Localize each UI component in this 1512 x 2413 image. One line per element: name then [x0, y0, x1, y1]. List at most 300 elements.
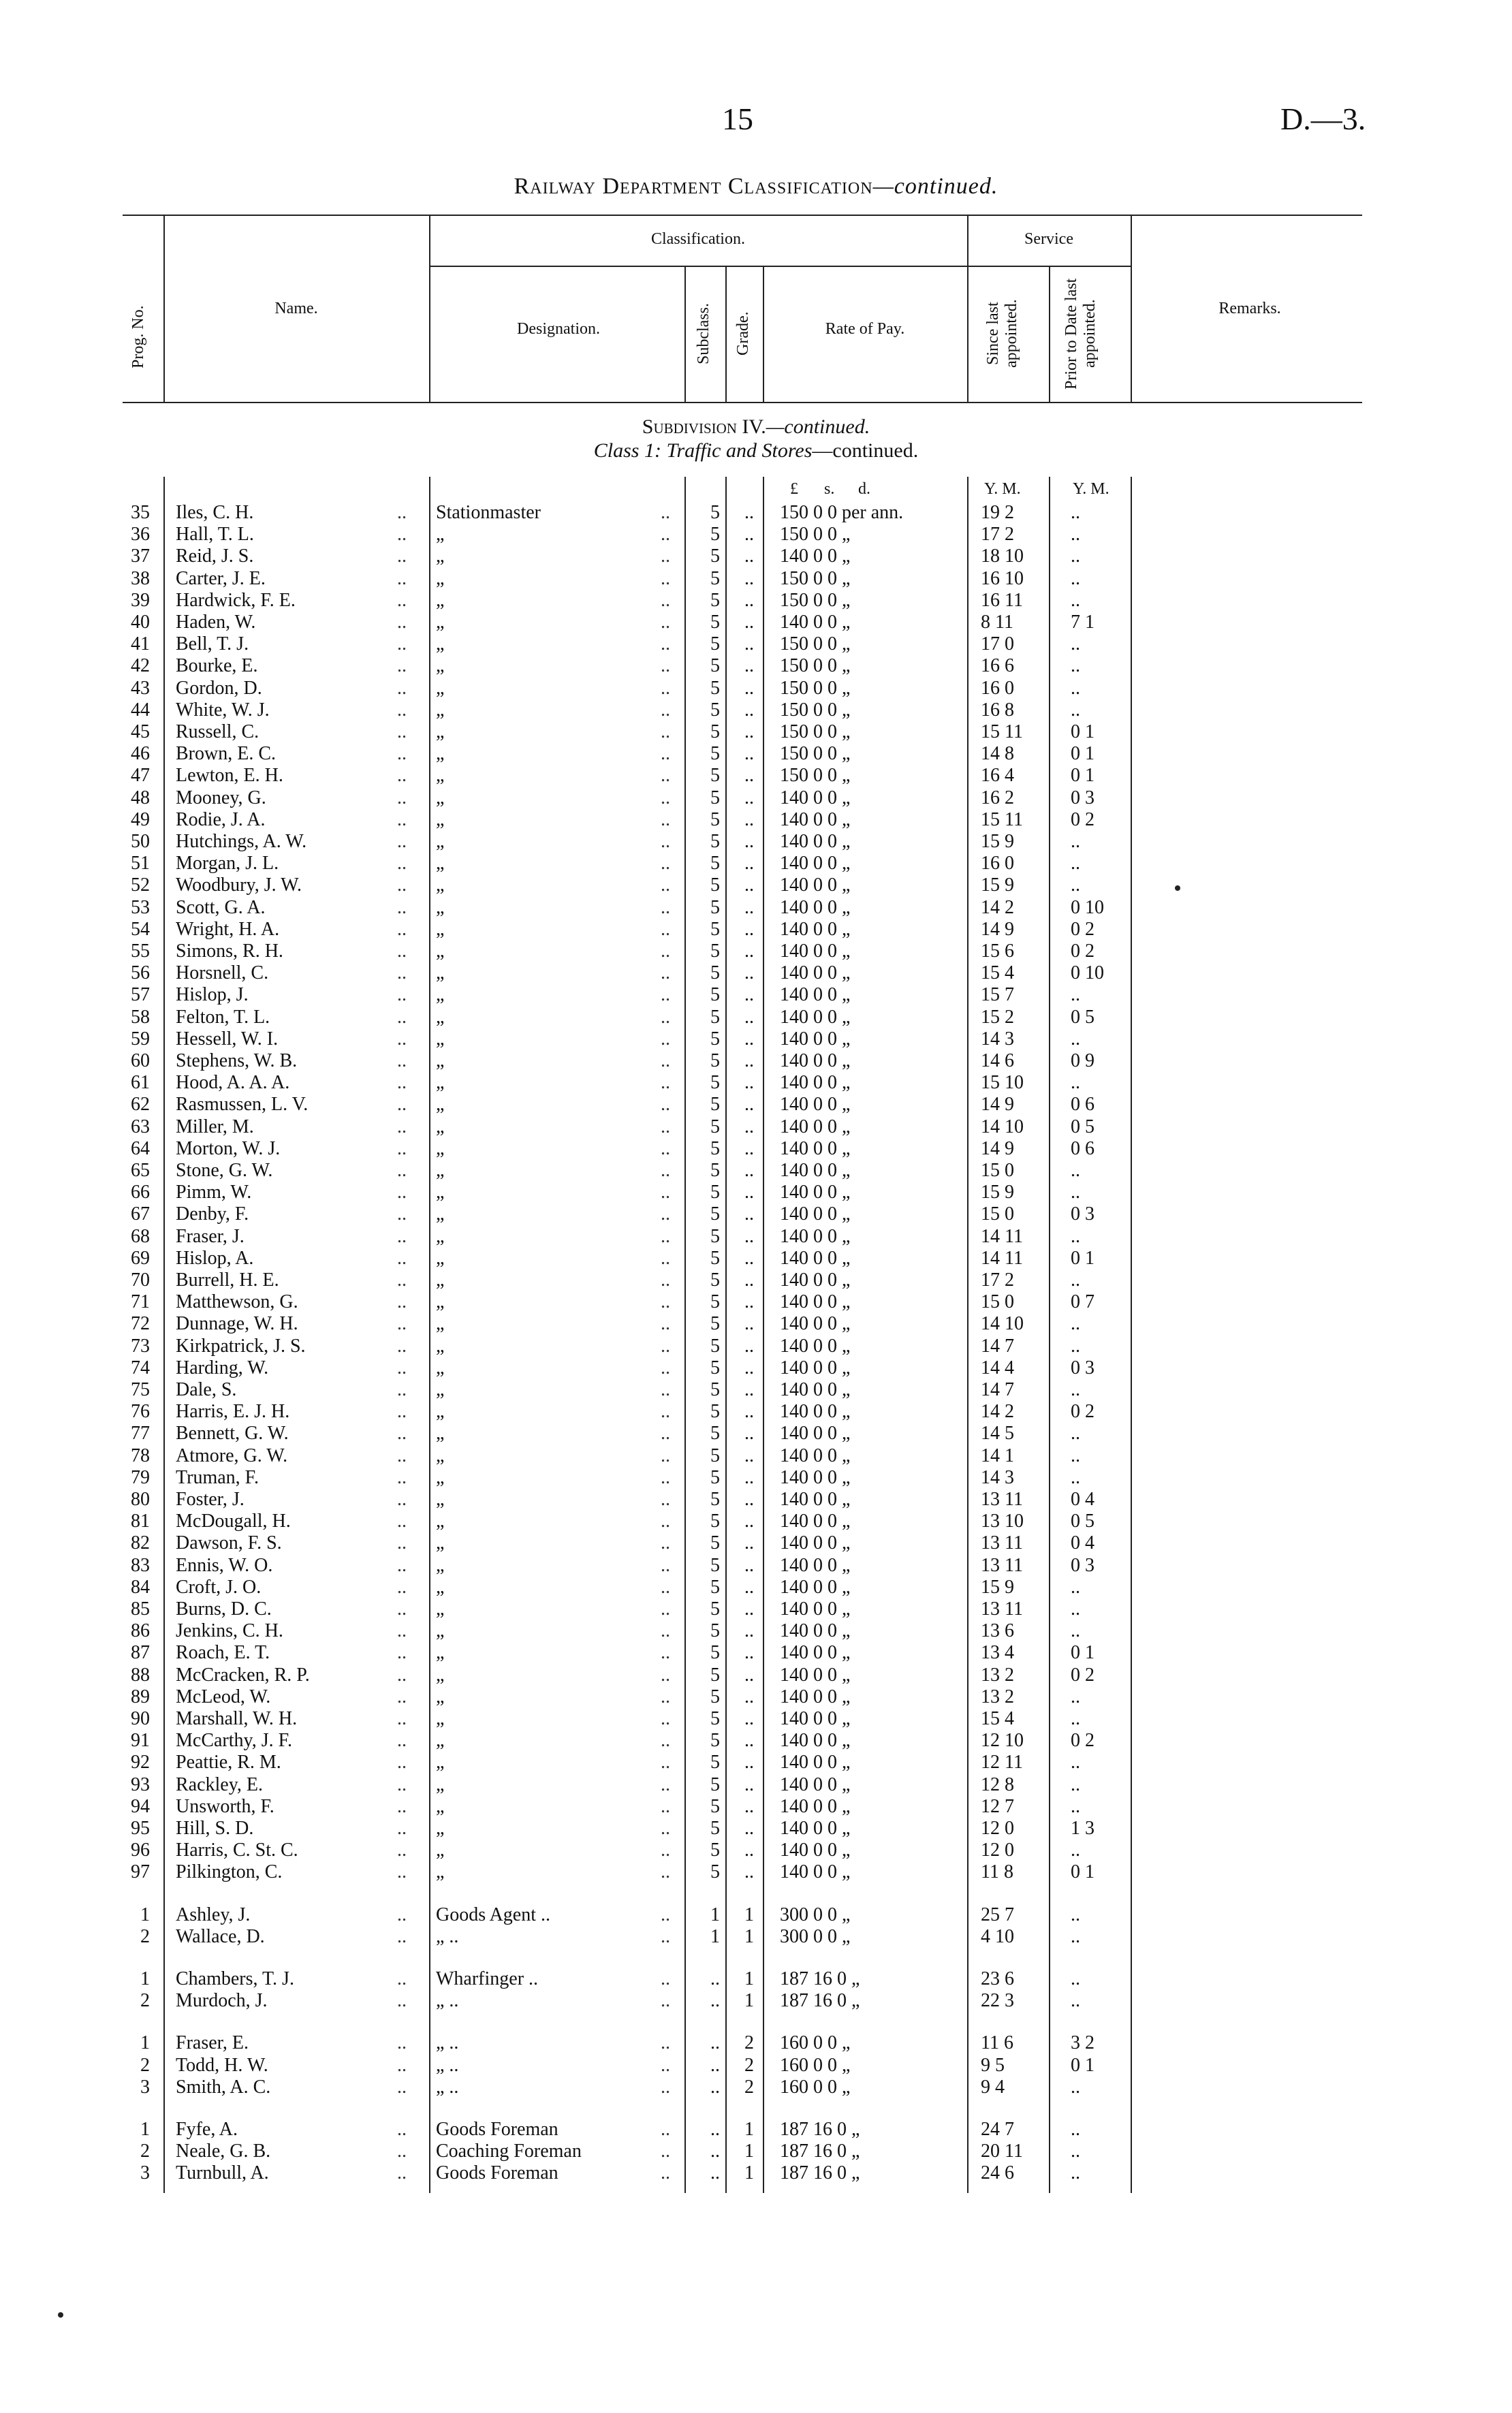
- designation: „: [436, 1313, 445, 1335]
- employee-name: Morgan, J. L.: [176, 853, 279, 874]
- leader-dots: ..: [661, 612, 670, 633]
- rate-of-pay: 140 0 0 „: [780, 1006, 851, 1028]
- table-row: [0, 1577, 1512, 1598]
- employee-name: McCracken, R. P.: [176, 1664, 310, 1686]
- designation: „: [436, 1642, 445, 1664]
- table-row: [0, 1774, 1512, 1796]
- employee-name: McCarthy, J. F.: [176, 1730, 292, 1752]
- grade: ..: [744, 896, 754, 918]
- grade: ..: [744, 1357, 754, 1378]
- grade: ..: [744, 1072, 754, 1094]
- table-row: [0, 962, 1512, 984]
- rate-of-pay: 187 16 0 „: [780, 2119, 860, 2140]
- designation: „: [436, 1137, 445, 1159]
- leader-dots: ..: [397, 633, 407, 655]
- table-row: [0, 1620, 1512, 1642]
- service-prior: 0 1: [1071, 1247, 1094, 1269]
- prog-no: 75: [131, 1379, 150, 1400]
- col-rule-1: [163, 215, 165, 402]
- leader-dots: ..: [397, 1990, 407, 2012]
- leader-dots: ..: [661, 589, 670, 611]
- stray-mark: [1175, 885, 1180, 891]
- service-prior: ..: [1071, 1225, 1080, 1247]
- rate-of-pay: 140 0 0 „: [780, 1861, 851, 1883]
- rate-of-pay: 140 0 0 „: [780, 1708, 851, 1729]
- designation: „: [436, 1006, 445, 1028]
- rate-of-pay: 140 0 0 „: [780, 1620, 851, 1642]
- table-row: [0, 1182, 1512, 1203]
- leader-dots: ..: [661, 655, 670, 677]
- service-prior: ..: [1071, 546, 1080, 567]
- prog-no: 60: [131, 1050, 150, 1071]
- designation: „: [436, 1050, 445, 1071]
- prog-no: 82: [131, 1532, 150, 1554]
- grade: ..: [744, 1335, 754, 1357]
- designation: „ ..: [436, 1925, 459, 1947]
- leader-dots: ..: [397, 1006, 407, 1028]
- employee-name: Carter, J. E.: [176, 567, 266, 589]
- table-row: [0, 1445, 1512, 1467]
- leader-dots: ..: [397, 1160, 407, 1181]
- table-row: [0, 1291, 1512, 1313]
- leader-dots: ..: [661, 546, 670, 567]
- subclass: 5: [710, 1379, 720, 1400]
- leader-dots: ..: [397, 765, 407, 787]
- document-reference: D.—3.: [1280, 101, 1366, 136]
- service-since-last: 9 4: [981, 2076, 1005, 2098]
- leader-dots: ..: [397, 1489, 407, 1510]
- service-since-last: 24 6: [981, 2162, 1014, 2184]
- rate-of-pay: 140 0 0 „: [780, 853, 851, 874]
- subclass: 5: [710, 1708, 720, 1729]
- employee-name: Marshall, W. H.: [176, 1708, 298, 1729]
- service-prior: ..: [1071, 1840, 1080, 1861]
- grade: ..: [744, 874, 754, 896]
- designation: „: [436, 524, 445, 546]
- leader-dots: ..: [397, 831, 407, 852]
- rate-of-pay: 140 0 0 „: [780, 918, 851, 940]
- service-since-last: 13 2: [981, 1686, 1014, 1707]
- employee-name: Truman, F.: [176, 1466, 259, 1488]
- employee-name: Ennis, W. O.: [176, 1554, 273, 1576]
- service-prior: 0 1: [1071, 1861, 1094, 1883]
- service-since-last: 14 1: [981, 1445, 1014, 1466]
- prog-no: 62: [131, 1094, 150, 1116]
- leader-dots: ..: [397, 1818, 407, 1839]
- rate-of-pay: 140 0 0 „: [780, 1291, 851, 1313]
- prog-no: 81: [131, 1511, 150, 1532]
- subclass: 1: [710, 1904, 720, 1925]
- prog-no: 80: [131, 1489, 150, 1510]
- employee-name: Bell, T. J.: [176, 633, 249, 655]
- service-prior: ..: [1071, 853, 1080, 874]
- leader-dots: ..: [397, 1554, 407, 1576]
- service-since-last: 15 9: [981, 831, 1014, 852]
- subclass: 5: [710, 896, 720, 918]
- table-row: [0, 1642, 1512, 1664]
- leader-dots: ..: [397, 1269, 407, 1291]
- subclass: ..: [710, 2119, 720, 2140]
- table-row: [0, 919, 1512, 941]
- service-prior: ..: [1071, 699, 1080, 721]
- leader-dots: ..: [661, 1357, 670, 1378]
- table-row: [0, 1665, 1512, 1686]
- table-row: [0, 831, 1512, 853]
- prog-no: 57: [131, 984, 150, 1006]
- subclass: 5: [710, 1269, 720, 1291]
- designation: „: [436, 984, 445, 1006]
- employee-name: Denby, F.: [176, 1203, 249, 1225]
- stray-mark: [58, 2312, 63, 2318]
- leader-dots: ..: [397, 2162, 407, 2184]
- prog-no: 53: [131, 896, 150, 918]
- grade: ..: [744, 1445, 754, 1466]
- employee-name: Rodie, J. A.: [176, 808, 266, 830]
- service-prior: 0 1: [1071, 765, 1094, 787]
- service-since-last: 23 6: [981, 1968, 1014, 1989]
- service-prior: ..: [1071, 2162, 1080, 2184]
- designation: Wharfinger ..: [436, 1968, 539, 1989]
- subclass: 5: [710, 1291, 720, 1313]
- col-rule-5: [763, 266, 764, 402]
- employee-name: Fraser, J.: [176, 1225, 245, 1247]
- service-prior: 3 2: [1071, 2032, 1094, 2054]
- leader-dots: ..: [661, 1401, 670, 1423]
- leader-dots: ..: [661, 1247, 670, 1269]
- service-since-last: 14 7: [981, 1335, 1014, 1357]
- leader-dots: ..: [397, 1686, 407, 1707]
- service-prior: ..: [1071, 677, 1080, 699]
- leader-dots: ..: [661, 1620, 670, 1642]
- employee-name: Bennett, G. W.: [176, 1423, 289, 1445]
- employee-name: Neale, G. B.: [176, 2141, 271, 2162]
- grade: ..: [744, 589, 754, 611]
- table-row: [0, 1598, 1512, 1620]
- designation: „: [436, 765, 445, 787]
- designation: Coaching Foreman: [436, 2141, 582, 2162]
- leader-dots: ..: [397, 1291, 407, 1313]
- grade: ..: [744, 1664, 754, 1686]
- leader-dots: ..: [661, 787, 670, 808]
- employee-name: Hill, S. D.: [176, 1818, 254, 1839]
- grade: ..: [744, 655, 754, 677]
- leader-dots: ..: [661, 2162, 670, 2184]
- leader-dots: ..: [661, 1532, 670, 1554]
- grade: ..: [744, 1620, 754, 1642]
- employee-name: Scott, G. A.: [176, 896, 266, 918]
- class-suffix: —continued.: [812, 439, 919, 462]
- leader-dots: ..: [661, 633, 670, 655]
- leader-dots: ..: [661, 1445, 670, 1466]
- designation: „ ..: [436, 2054, 459, 2076]
- table-row: [0, 1968, 1512, 1990]
- table-row: [0, 1336, 1512, 1357]
- prog-no: 65: [131, 1160, 150, 1181]
- table-row: [0, 1203, 1512, 1225]
- col-rate-of-pay: Rate of Pay.: [825, 320, 905, 338]
- leader-dots: ..: [661, 1511, 670, 1532]
- rate-of-pay: 140 0 0 „: [780, 1182, 851, 1203]
- grade: 1: [744, 2162, 754, 2184]
- subclass: 5: [710, 1642, 720, 1664]
- prog-no: 61: [131, 1072, 150, 1094]
- employee-name: Matthewson, G.: [176, 1291, 298, 1313]
- table-row: [0, 2055, 1512, 2077]
- leader-dots: ..: [397, 1795, 407, 1817]
- prog-no: 59: [131, 1028, 150, 1050]
- designation: „: [436, 1795, 445, 1817]
- leader-dots: ..: [397, 1773, 407, 1795]
- prog-no: 68: [131, 1225, 150, 1247]
- table-row: [0, 1248, 1512, 1269]
- designation: „: [436, 1028, 445, 1050]
- leader-dots: ..: [397, 1620, 407, 1642]
- leader-dots: ..: [397, 1445, 407, 1466]
- rate-of-pay: 140 0 0 „: [780, 546, 851, 567]
- designation: „: [436, 655, 445, 677]
- leader-dots: ..: [397, 1313, 407, 1335]
- table-row: [0, 1467, 1512, 1489]
- leader-dots: ..: [661, 1225, 670, 1247]
- leader-dots: ..: [661, 1335, 670, 1357]
- service-since-last: 15 9: [981, 1182, 1014, 1203]
- service-prior: ..: [1071, 1182, 1080, 1203]
- employee-name: Rasmussen, L. V.: [176, 1094, 309, 1116]
- subclass: 5: [710, 1006, 720, 1028]
- prog-no: 84: [131, 1576, 150, 1598]
- subclass: 5: [710, 1225, 720, 1247]
- subclass: 5: [710, 918, 720, 940]
- subdivision-title: [0, 415, 1512, 439]
- rate-of-pay: 140 0 0 „: [780, 1532, 851, 1554]
- prog-no: 1: [140, 1904, 150, 1925]
- grade: ..: [744, 1094, 754, 1116]
- subclass: 5: [710, 984, 720, 1006]
- service-since-last: 14 11: [981, 1225, 1023, 1247]
- service-since-last: 22 3: [981, 1990, 1014, 2012]
- service-prior: 0 2: [1071, 1401, 1094, 1423]
- table-row: [0, 765, 1512, 787]
- prog-no: 71: [131, 1291, 150, 1313]
- leader-dots: ..: [661, 1730, 670, 1752]
- grade: 1: [744, 1990, 754, 2012]
- service-since-last: 25 7: [981, 1904, 1014, 1925]
- service-since-last: 14 5: [981, 1423, 1014, 1445]
- prog-no: 50: [131, 831, 150, 852]
- table-row: [0, 787, 1512, 809]
- leader-dots: ..: [397, 699, 407, 721]
- service-since-last: 14 4: [981, 1357, 1014, 1378]
- grade: ..: [744, 1532, 754, 1554]
- table-row: [0, 1116, 1512, 1138]
- service-prior: 0 2: [1071, 1730, 1094, 1752]
- table-row: [0, 1840, 1512, 1861]
- rate-of-pay: 140 0 0 „: [780, 1445, 851, 1466]
- designation: „ ..: [436, 1990, 459, 2012]
- employee-name: Wright, H. A.: [176, 918, 280, 940]
- col-prior-to-date: Prior to Date last appointed.: [1062, 278, 1099, 390]
- subclass: 5: [710, 502, 720, 523]
- leader-dots: ..: [397, 1861, 407, 1883]
- leader-dots: ..: [661, 1925, 670, 1947]
- employee-name: Russell, C.: [176, 721, 259, 742]
- designation: „: [436, 874, 445, 896]
- prog-no: 44: [131, 699, 150, 721]
- employee-name: Burns, D. C.: [176, 1598, 272, 1620]
- designation: „: [436, 1445, 445, 1466]
- prog-no: 2: [140, 2141, 150, 2162]
- rate-of-pay: 150 0 0 „: [780, 567, 851, 589]
- table-row: [0, 546, 1512, 567]
- rate-of-pay: 140 0 0 „: [780, 1554, 851, 1576]
- employee-name: Harris, E. J. H.: [176, 1401, 290, 1423]
- service-prior: ..: [1071, 1773, 1080, 1795]
- subclass: 5: [710, 1137, 720, 1159]
- subclass: 5: [710, 743, 720, 765]
- leader-dots: ..: [397, 655, 407, 677]
- service-prior: ..: [1071, 1160, 1080, 1181]
- grade: ..: [744, 918, 754, 940]
- service-since-last: 11 6: [981, 2032, 1013, 2054]
- leader-dots: ..: [397, 874, 407, 896]
- service-since-last: 17 2: [981, 1269, 1014, 1291]
- grade: ..: [744, 1576, 754, 1598]
- rate-of-pay: 140 0 0 „: [780, 1160, 851, 1181]
- designation: Goods Foreman: [436, 2119, 558, 2140]
- prog-no: 66: [131, 1182, 150, 1203]
- leader-dots: ..: [397, 2141, 407, 2162]
- service-prior: 0 2: [1071, 1664, 1094, 1686]
- service-prior: 0 1: [1071, 1642, 1094, 1664]
- service-since-last: 15 10: [981, 1072, 1024, 1094]
- subclass: ..: [710, 2032, 720, 2054]
- col-designation: Designation.: [517, 320, 600, 338]
- leader-dots: ..: [397, 567, 407, 589]
- table-row: [0, 502, 1512, 524]
- subclass: 5: [710, 1818, 720, 1839]
- leader-dots: ..: [661, 808, 670, 830]
- table-row: [0, 1007, 1512, 1028]
- table-row: [0, 2119, 1512, 2141]
- prog-no: 89: [131, 1686, 150, 1707]
- service-prior: ..: [1071, 1335, 1080, 1357]
- prog-no: 51: [131, 853, 150, 874]
- grade: ..: [744, 1379, 754, 1400]
- employee-name: Chambers, T. J.: [176, 1968, 294, 1989]
- rate-of-pay: 140 0 0 „: [780, 1203, 851, 1225]
- service-since-last: 15 0: [981, 1160, 1014, 1181]
- grade: ..: [744, 546, 754, 567]
- leader-dots: ..: [397, 1247, 407, 1269]
- designation: „: [436, 1225, 445, 1247]
- subclass: 5: [710, 1094, 720, 1116]
- leader-dots: ..: [397, 1379, 407, 1400]
- service-prior: 0 2: [1071, 808, 1094, 830]
- service-since-last: 13 11: [981, 1532, 1023, 1554]
- prog-no: 74: [131, 1357, 150, 1378]
- subclass: 5: [710, 655, 720, 677]
- designation: „: [436, 567, 445, 589]
- leader-dots: ..: [397, 1466, 407, 1488]
- rate-of-pay: 140 0 0 „: [780, 1225, 851, 1247]
- table-row: [0, 1796, 1512, 1818]
- subclass: 5: [710, 1532, 720, 1554]
- col-rule-7: [1049, 266, 1050, 402]
- rate-of-pay: 140 0 0 „: [780, 984, 851, 1006]
- prog-no: 47: [131, 765, 150, 787]
- subclass: 5: [710, 1050, 720, 1071]
- service-since-last: 11 8: [981, 1861, 1013, 1883]
- employee-name: Dunnage, W. H.: [176, 1313, 298, 1335]
- leader-dots: ..: [661, 524, 670, 546]
- designation: „: [436, 941, 445, 962]
- prog-no: 45: [131, 721, 150, 742]
- service-prior: 0 10: [1071, 896, 1104, 918]
- prog-no: 87: [131, 1642, 150, 1664]
- table-row: [0, 2077, 1512, 2098]
- grade: ..: [744, 1554, 754, 1576]
- service-prior: ..: [1071, 502, 1080, 523]
- service-prior: 0 5: [1071, 1116, 1094, 1137]
- designation: Goods Agent ..: [436, 1904, 550, 1925]
- leader-dots: ..: [661, 1203, 670, 1225]
- leader-dots: ..: [397, 1598, 407, 1620]
- rate-of-pay: 150 0 0 „: [780, 765, 851, 787]
- prog-no: 91: [131, 1730, 150, 1752]
- employee-name: Hardwick, F. E.: [176, 589, 296, 611]
- grade: ..: [744, 808, 754, 830]
- employee-name: Hislop, J.: [176, 984, 249, 1006]
- service-since-last: 12 0: [981, 1818, 1014, 1839]
- designation: „ ..: [436, 2032, 459, 2054]
- rate-of-pay: 140 0 0 „: [780, 1642, 851, 1664]
- table-row: [0, 678, 1512, 699]
- service-since-last: 15 0: [981, 1291, 1014, 1313]
- subclass: ..: [710, 1990, 720, 2012]
- subclass: 5: [710, 1423, 720, 1445]
- col-name: Name.: [274, 300, 318, 317]
- prog-no: 88: [131, 1664, 150, 1686]
- table-row: [0, 1226, 1512, 1248]
- service-prior: ..: [1071, 1925, 1080, 1947]
- leader-dots: ..: [397, 962, 407, 984]
- service-prior: ..: [1071, 2141, 1080, 2162]
- subclass: 5: [710, 567, 720, 589]
- employee-name: Pimm, W.: [176, 1182, 252, 1203]
- grade: ..: [744, 633, 754, 655]
- grade: ..: [744, 1182, 754, 1203]
- subclass: 5: [710, 1861, 720, 1883]
- subclass: 5: [710, 1401, 720, 1423]
- rate-of-pay: 140 0 0 „: [780, 874, 851, 896]
- designation: „: [436, 1686, 445, 1707]
- prog-no: 83: [131, 1554, 150, 1576]
- designation: „ ..: [436, 2076, 459, 2098]
- prog-no: 72: [131, 1313, 150, 1335]
- service-since-last: 14 3: [981, 1466, 1014, 1488]
- subclass: 5: [710, 1554, 720, 1576]
- designation: „: [436, 721, 445, 742]
- service-since-last: 15 6: [981, 941, 1014, 962]
- table-row: [0, 1926, 1512, 1948]
- leader-dots: ..: [661, 918, 670, 940]
- service-since-last: 14 3: [981, 1028, 1014, 1050]
- grade: 2: [744, 2054, 754, 2076]
- rate-of-pay: 187 16 0 „: [780, 2141, 860, 2162]
- employee-name: Miller, M.: [176, 1116, 254, 1137]
- leader-dots: ..: [397, 1028, 407, 1050]
- designation: „: [436, 918, 445, 940]
